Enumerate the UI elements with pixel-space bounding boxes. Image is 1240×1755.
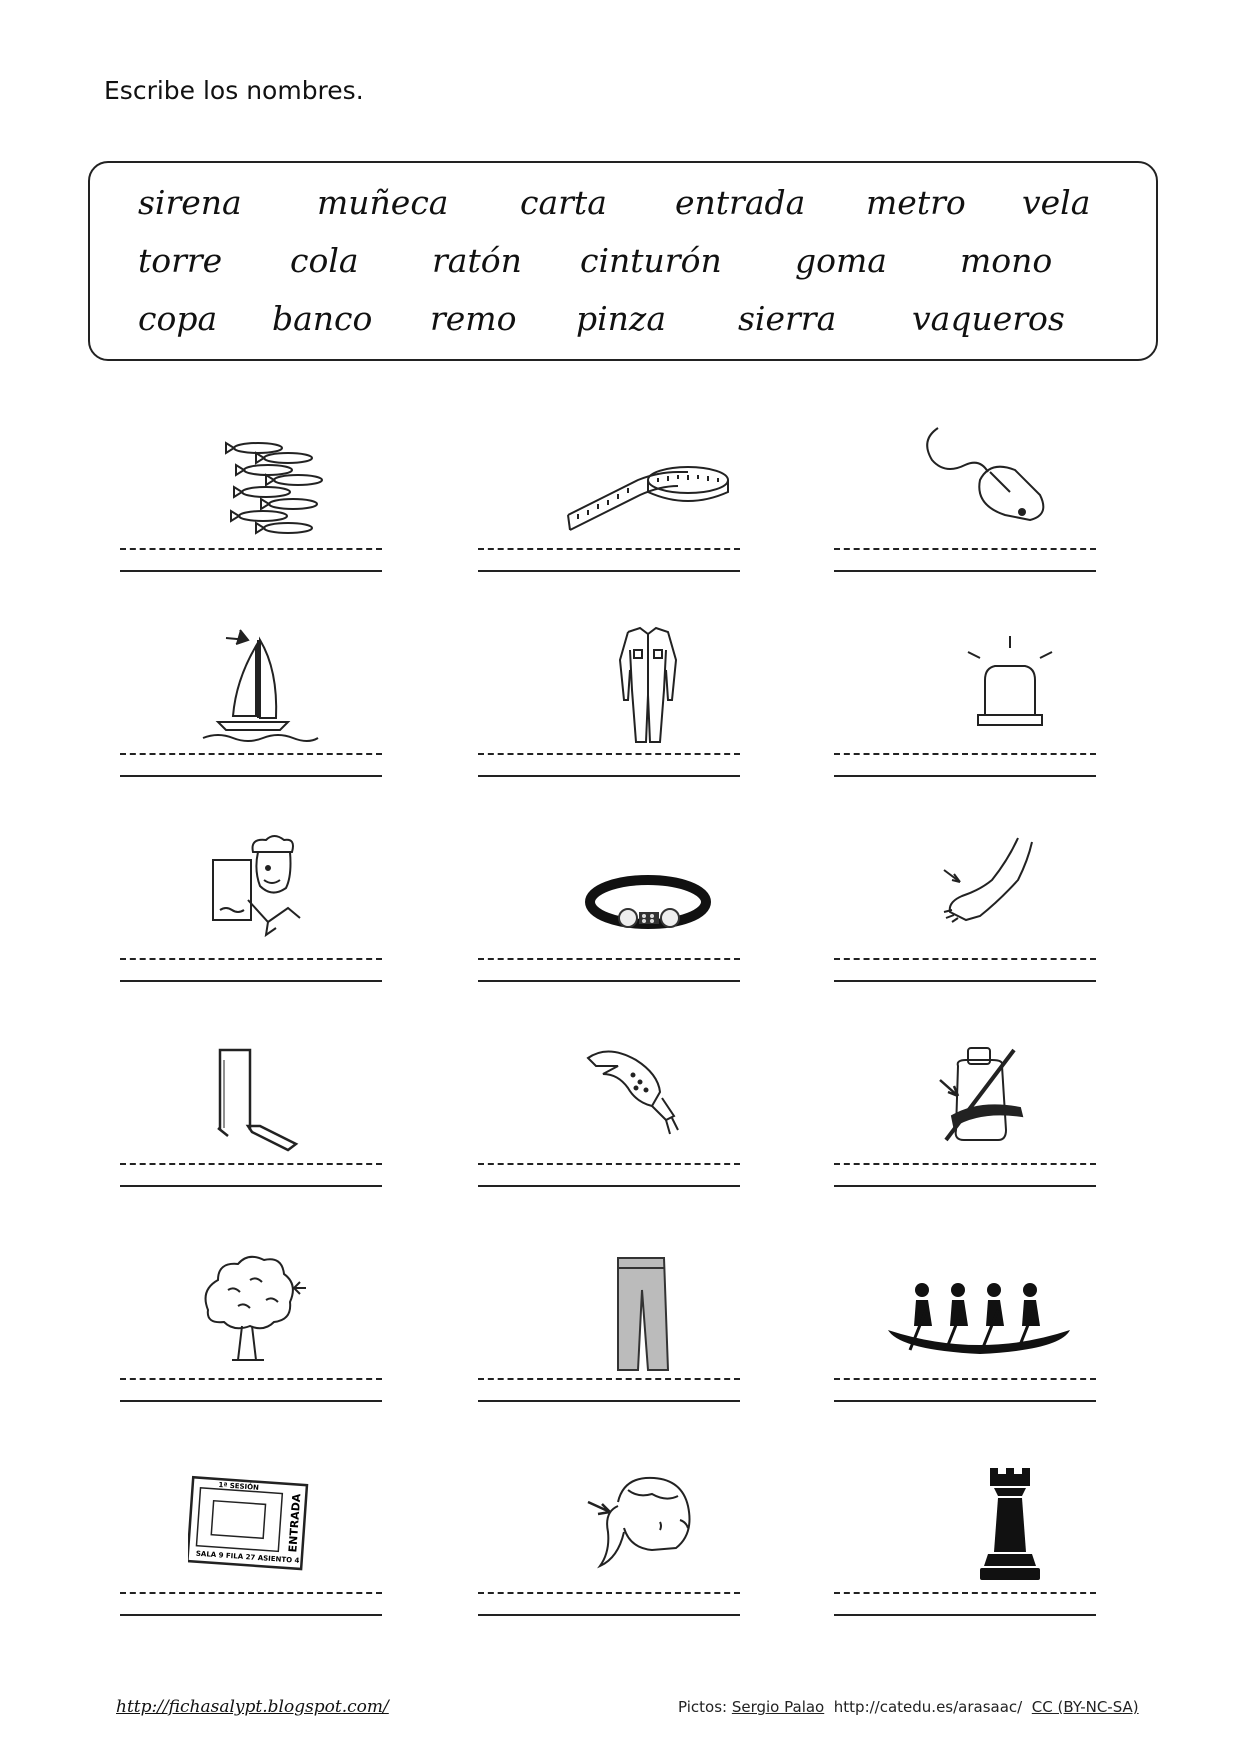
writing-line: [120, 1163, 382, 1165]
writing-line: [120, 570, 382, 572]
ticket-entrada-text: ENTRADA: [286, 1493, 304, 1553]
word-bank-word: sierra: [738, 299, 837, 338]
writing-line: [120, 1400, 382, 1402]
chef-menu-card-icon: [188, 830, 388, 960]
writing-line: [478, 1614, 740, 1616]
rowing-bench-icon: [880, 1250, 1080, 1380]
writing-line: [478, 958, 740, 960]
word-bank-word: entrada: [675, 183, 806, 222]
word-bank-box: [88, 161, 1158, 361]
writing-line: [120, 548, 382, 550]
writing-line: [834, 548, 1096, 550]
writing-line: [120, 753, 382, 755]
ticket-session-text: 1ª SESIÓN: [218, 1481, 260, 1492]
tape-measure-icon: [548, 420, 748, 550]
writing-line: [478, 548, 740, 550]
word-bank-word: muñeca: [317, 183, 449, 222]
ponytail-icon: [548, 1462, 748, 1592]
instruction-text: Escribe los nombres.: [104, 76, 364, 105]
writing-line: [478, 1185, 740, 1187]
writing-line: [834, 1592, 1096, 1594]
word-bank-word: metro: [866, 183, 966, 222]
writing-line: [120, 958, 382, 960]
sardines-icon: [188, 420, 388, 550]
word-bank-word: pinza: [576, 299, 666, 338]
writing-line: [478, 753, 740, 755]
word-bank-word: ratón: [432, 241, 522, 280]
word-bank-word: cinturón: [580, 241, 722, 280]
hair-tie-icon: [548, 830, 748, 960]
crab-claw-icon: [548, 1030, 748, 1160]
writing-line: [478, 570, 740, 572]
footer-credits: [678, 1698, 1139, 1716]
writing-line: [120, 1378, 382, 1380]
writing-line: [834, 1185, 1096, 1187]
computer-mouse-icon: [910, 420, 1110, 550]
word-bank-word: vaqueros: [912, 299, 1065, 338]
tree-crown-icon: [188, 1250, 388, 1380]
writing-line: [120, 980, 382, 982]
word-bank-word: cola: [290, 241, 359, 280]
chess-rook-icon: [910, 1462, 1110, 1592]
writing-line: [478, 980, 740, 982]
word-bank-word: carta: [520, 183, 607, 222]
word-bank-word: vela: [1022, 183, 1091, 222]
writing-line: [120, 1614, 382, 1616]
footer-license-link[interactable]: CC (BY-NC-SA): [1031, 1698, 1139, 1716]
word-bank-word: banco: [272, 299, 373, 338]
writing-line: [834, 958, 1096, 960]
writing-line: [478, 775, 740, 777]
writing-line: [120, 1592, 382, 1594]
footer-blog-link[interactable]: http://fichasalypt.blogspot.com/: [116, 1697, 389, 1717]
writing-line: [834, 753, 1096, 755]
footer-author-link[interactable]: Sergio Palao: [731, 1698, 825, 1716]
writing-line: [834, 1614, 1096, 1616]
writing-line: [478, 1378, 740, 1380]
writing-line: [834, 1378, 1096, 1380]
writing-line: [834, 1400, 1096, 1402]
writing-line: [834, 980, 1096, 982]
word-bank-word: sirena: [138, 183, 242, 222]
writing-line: [478, 1400, 740, 1402]
footer-source-link[interactable]: http://catedu.es/arasaac/: [833, 1698, 1023, 1716]
word-bank-word: remo: [430, 299, 517, 338]
word-bank-word: torre: [138, 241, 223, 280]
seatbelt-icon: [910, 1030, 1110, 1160]
siren-light-icon: [910, 620, 1110, 750]
word-bank-word: mono: [960, 241, 1053, 280]
wrist-icon: [910, 830, 1110, 960]
writing-line: [834, 570, 1096, 572]
writing-line: [478, 1163, 740, 1165]
writing-line: [120, 1185, 382, 1187]
coping-saw-icon: [188, 1030, 388, 1160]
writing-line: [120, 775, 382, 777]
writing-line: [834, 1163, 1096, 1165]
word-bank-word: goma: [795, 241, 887, 280]
writing-line: [478, 1592, 740, 1594]
sailboat-sail-icon: [188, 620, 388, 750]
ticket-line-text: SALA 9 FILA 27 ASIENTO 4: [195, 1549, 300, 1565]
footer-pictos-label: Pictos:: [678, 1698, 728, 1716]
overalls-icon: [548, 620, 748, 750]
word-bank-word: copa: [138, 299, 218, 338]
jeans-icon: [548, 1250, 748, 1380]
writing-line: [834, 775, 1096, 777]
cinema-ticket-icon: [188, 1462, 388, 1592]
